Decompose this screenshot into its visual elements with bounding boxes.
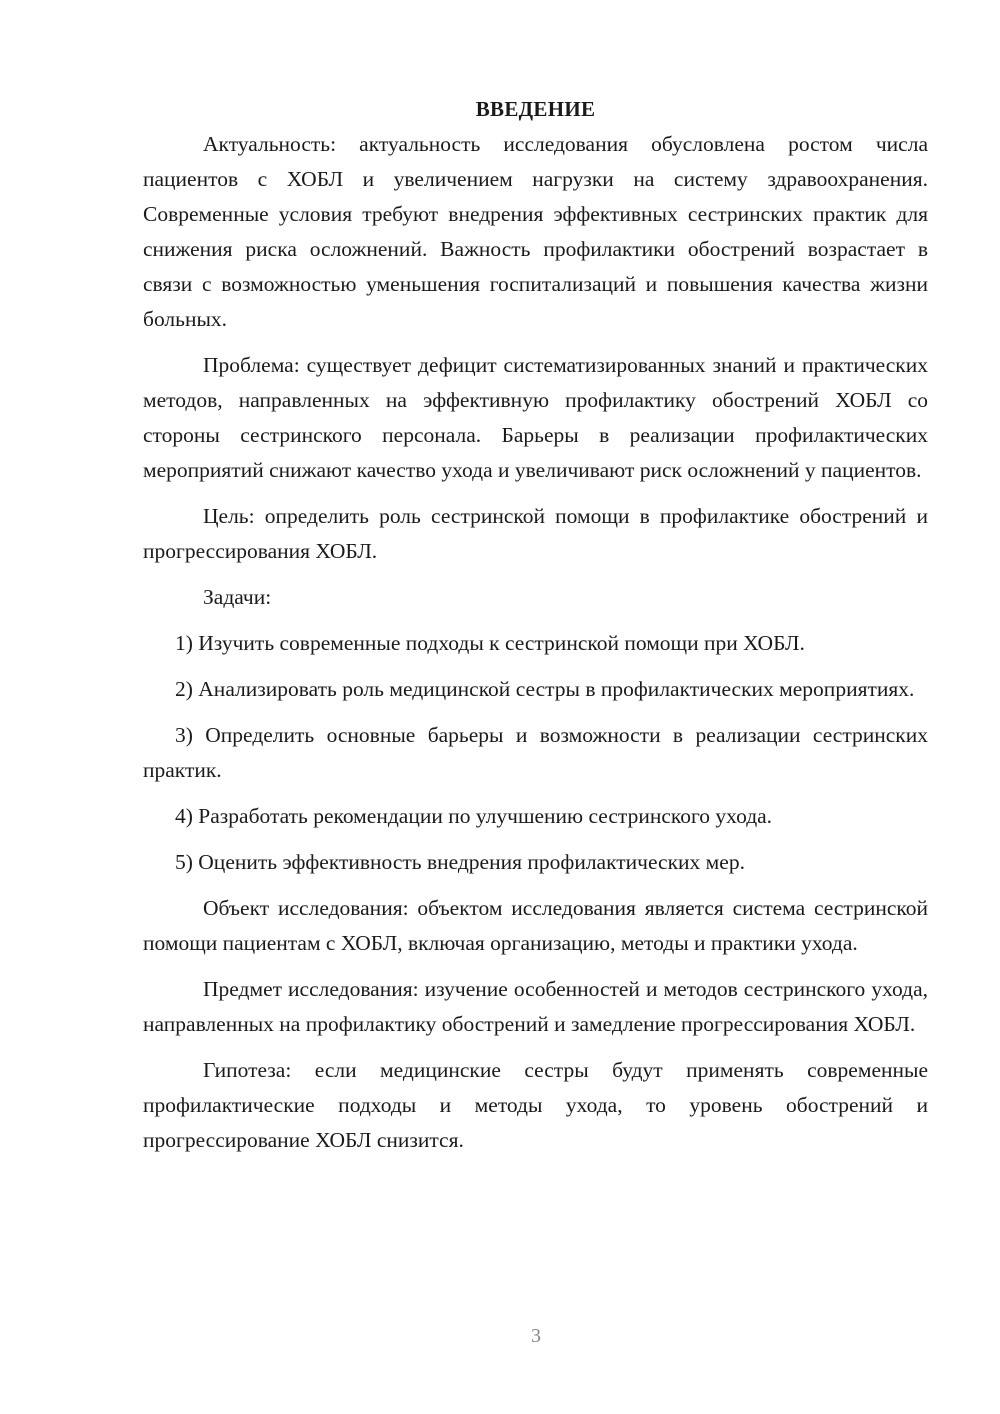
goal-paragraph: Цель: определить роль сестринской помощи в профилактике обострений и прогрессирования ХОБЛ. [143,504,928,563]
task-item-4: 4) Разработать рекомендации по улучшению сестринского ухода. [175,804,773,828]
tasks-label: Задачи: [203,585,272,609]
task-item-3: 3) Определить основные барьеры и возможности в реализации сестринских практик. [143,723,928,782]
object-paragraph: Объект исследования: объектом исследования является система сестринской помощи пациентам с ХОБЛ, включая организацию, методы и практики ухода. [143,896,928,955]
task-item-1: 1) Изучить современные подходы к сестринской помощи при ХОБЛ. [175,631,805,655]
hypothesis-paragraph: Гипотеза: если медицинские сестры будут применять современные профилактические подходы и методы ухода, то уровень обострений и прогрессирование ХОБЛ снизится. [143,1058,928,1152]
task-item-5: 5) Оценить эффективность внедрения профилактических мер. [175,850,745,874]
document-page [143,92,928,1158]
subject-paragraph: Предмет исследования: изучение особенностей и методов сестринского ухода, направленных на профилактику обострений и замедление прогрессирования ХОБЛ. [143,977,928,1036]
relevance-paragraph: Актуальность: актуальность исследования обусловлена ростом числа пациентов с ХОБЛ и увеличением нагрузки на систему здравоохранения. Современные условия требуют внедрения эффективных сестринских практик для снижения риска осложнений. Важность профилактики обострений возрастает в связи с возможностью уменьшения госпитализаций и повышения качества жизни больных. [143,132,928,331]
page-number: 3 [531,1325,541,1347]
problem-paragraph: Проблема: существует дефицит систематизированных знаний и практических методов, направленных на эффективную профилактику обострений ХОБЛ со стороны сестринского персонала. Барьеры в реализации профилактических мероприятий снижают качество ухода и увеличивают риск осложнений у пациентов. [143,353,928,482]
task-item-2: 2) Анализировать роль медицинской сестры в профилактических мероприятиях. [175,677,915,701]
section-heading: ВВЕДЕНИЕ [475,97,596,121]
